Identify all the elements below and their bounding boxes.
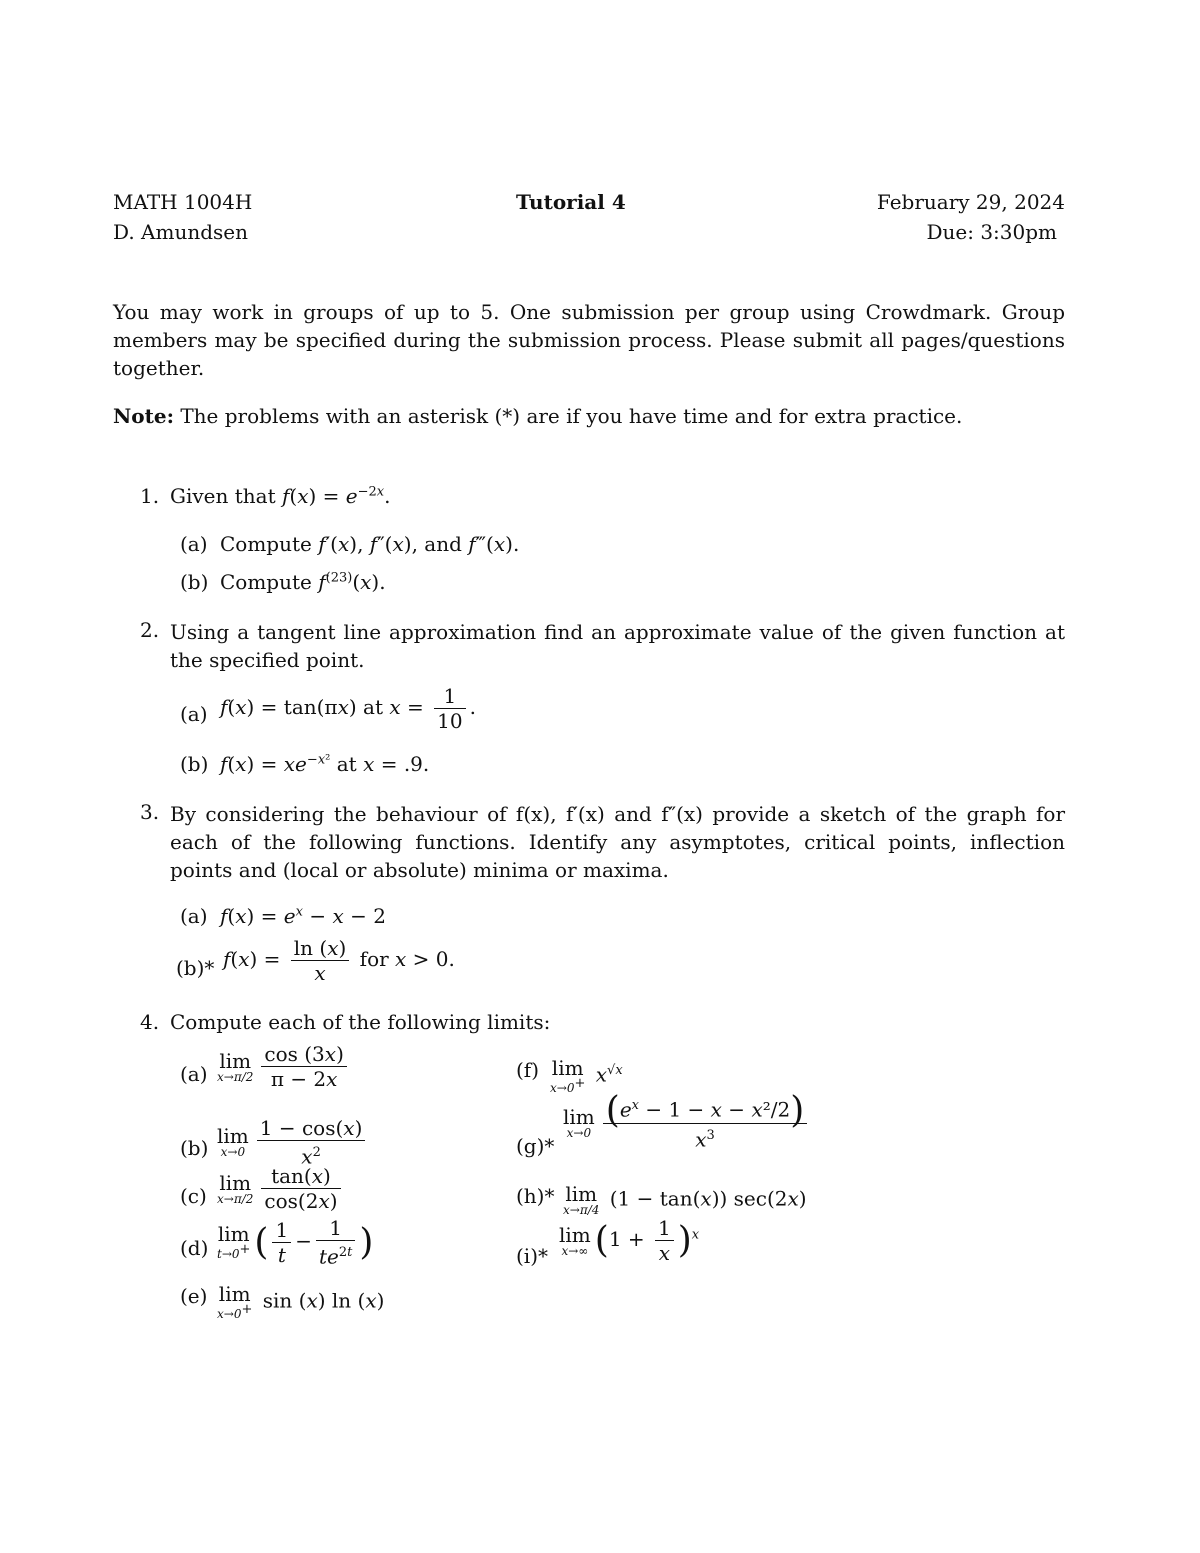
q4f-label: (f) xyxy=(516,1058,540,1082)
note-text: The problems with an asterisk (*) are if you have time and for extra practice. xyxy=(180,404,963,428)
q4-stem: Compute each of the following limits: xyxy=(170,1010,551,1034)
q3-number: 3. xyxy=(140,800,160,824)
header-row-2 xyxy=(113,220,1065,250)
note-paragraph xyxy=(113,404,1065,428)
q3a-label: (a) xyxy=(180,904,208,928)
course-code: MATH 1004H xyxy=(113,190,253,214)
q2a-text: f(x) = tan(πx) at x = $\frac{1}{10}$ . xyxy=(220,684,476,733)
q4b-expr: lim x→0 $\frac{1 - \cos(x)}{x^2}$ xyxy=(217,1116,369,1169)
q2-number: 2. xyxy=(140,618,160,642)
q4h-label: (h)* xyxy=(516,1184,555,1208)
q4g-expr: lim x→0 $\frac{(e^x - 1 - x - x^2/2)}{x^3}$ xyxy=(563,1094,811,1152)
q4i-label: (i)* xyxy=(516,1244,549,1268)
tutorial-title: Tutorial 4 xyxy=(516,190,626,214)
q1a-text: Compute f′(x), f″(x), and f‴(x). xyxy=(220,532,520,556)
q2b-text: $f(x) = xe^{-x^2}$ at x = .9. xyxy=(220,752,430,776)
q4f-expr: lim x→0+ $x^{√x}$ xyxy=(550,1056,623,1095)
q4a-label: (a) xyxy=(180,1062,208,1086)
q4d-expr: lim t→0+ ( $\frac{1}{t}$ − $\frac{1}{te^{2t}}$ ) xyxy=(217,1216,374,1269)
instructor: D. Amundsen xyxy=(113,220,248,244)
q3-stem: By considering the behaviour of f(x), f′(x) and f″(x) provide a sketch of the graph for each of the following functions. Identify any asymptotes, critical points, inflection points and (local or absolute) minima or maxima. xyxy=(170,802,1065,882)
q4-number: 4. xyxy=(140,1010,160,1034)
due-time: Due: 3:30pm xyxy=(926,220,1057,244)
q1b-text: Compute $f^{(23)}(x)$. xyxy=(220,570,386,594)
date: February 29, 2024 xyxy=(876,190,1065,214)
q4h-expr: lim x→π/4 (1 − tan(x)) sec(2x) xyxy=(563,1182,807,1217)
q4i-expr: lim x→∞ (1 + $\frac{1}{x}$ )$^x$ xyxy=(559,1216,700,1265)
q1a-label: (a) xyxy=(180,532,208,556)
q2b-label: (b) xyxy=(180,752,209,776)
q4b-label: (b) xyxy=(180,1136,209,1160)
instructions-paragraph: You may work in groups of up to 5. One submission per group using Crowdmark. Group members may be specified during the submission process. Please submit all pages/questions together. xyxy=(113,300,1065,380)
header-row-1 xyxy=(113,190,1065,220)
q4a-expr: lim x→π/2 $\frac{\cos (3x)}{\pi - 2x}$ xyxy=(217,1042,351,1091)
q1-stem: Given that $f(x) = e^{-2x}$. xyxy=(170,484,391,508)
q4e-label: (e) xyxy=(180,1284,208,1308)
q3b-label: (b)* xyxy=(176,956,215,980)
q4g-label: (g)* xyxy=(516,1134,555,1158)
q4c-expr: lim x→π/2 $\frac{\tan(x)}{\cos(2x)}$ xyxy=(217,1164,345,1213)
note-label: Note: xyxy=(113,404,174,428)
tutorial-page xyxy=(113,190,1065,1321)
q1b-label: (b) xyxy=(180,570,209,594)
q2-stem: Using a tangent line approximation find an approximate value of the given function at the specified point. xyxy=(170,620,1065,672)
q3a-text: $f(x) = e^x - x - 2$ xyxy=(220,904,386,928)
q2a-label: (a) xyxy=(180,702,208,726)
q4e-expr: lim x→0+ sin (x) ln (x) xyxy=(217,1282,385,1321)
q1-number: 1. xyxy=(140,484,160,508)
q4c-label: (c) xyxy=(180,1184,207,1208)
q4d-label: (d) xyxy=(180,1236,209,1260)
q3b-text: f(x) = $\frac{\ln (x)}{x}$ for x > 0. xyxy=(223,936,455,985)
